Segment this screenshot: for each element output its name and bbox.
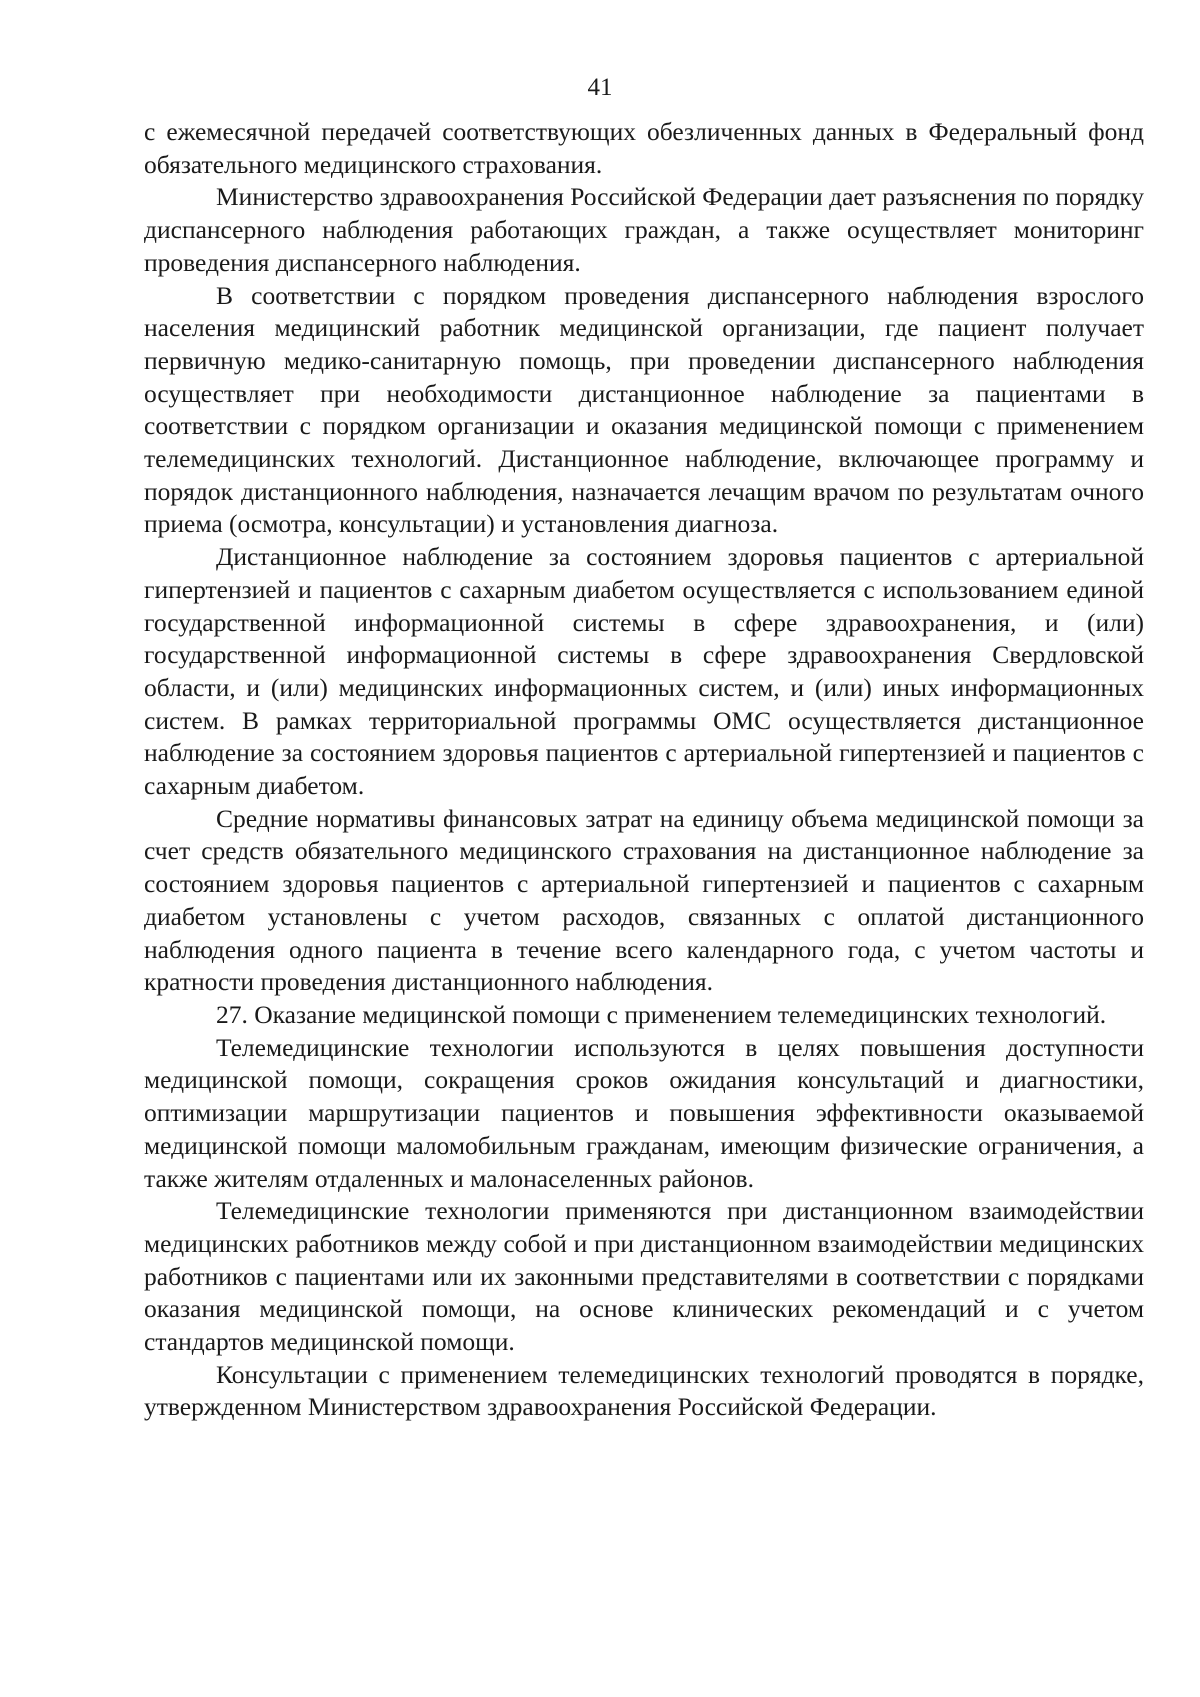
paragraph-telemedicine-consultations: Консультации с применением телемедицинских технологий проводятся в порядке, утвержденном Министерством здравоохранения Российской Федерации.	[144, 1359, 1144, 1422]
section-heading-27: 27. Оказание медицинской помощи с применением телемедицинских технологий.	[216, 999, 1107, 1029]
paragraph-remote-monitoring-procedure: В соответствии с порядком проведения диспансерного наблюдения взрослого населения медицинский работник медицинской организации, где пациент получает первичную медико-санитарную помощь, при проведении диспансерного наблюдения осуществляет при необходимости дистанционное наблюдение за пациентами в соответствии с порядком организации и оказания медицинской помощи с применением телемедицинских технологий. Дистанционное наблюдение, включающее программу и порядок дистанционного наблюдения, назначается лечащим врачом по результатам очного приема (осмотра, консультации) и установления диагноза.	[144, 280, 1144, 539]
paragraph-telemedicine-application: Телемедицинские технологии применяются при дистанционном взаимодействии медицинских работников между собой и при дистанционном взаимодействии медицинских работников с пациентами или их законными представителями в соответствии с порядками оказания медицинской помощи, на основе клинических рекомендаций и с учетом стандартов медицинской помощи.	[144, 1196, 1144, 1357]
paragraph-ministry-clarifications: Министерство здравоохранения Российской Федерации дает разъяснения по порядку диспансерного наблюдения работающих граждан, а также осуществляет мониторинг проведения диспансерного наблюдения.	[144, 182, 1144, 277]
paragraph-telemedicine-purpose: Телемедицинские технологии используются в целях повышения доступности медицинской помощи, сокращения сроков ожидания консультаций и диагностики, оптимизации маршрутизации пациентов и повышения эффективности оказываемой медицинской помощи маломобильным гражданам, имеющим физические ограничения, а также жителям отдаленных и малонаселенных районов.	[144, 1032, 1144, 1193]
paragraph-financial-standards: Средние нормативы финансовых затрат на единицу объема медицинской помощи за счет средств обязательного медицинского страхования на дистанционное наблюдение за состоянием здоровья пациентов с артериальной гипертензией и пациентов с сахарным диабетом установлены с учетом расходов, связанных с оплатой дистанционного наблюдения одного пациента в течение всего календарного года, с учетом частоты и кратности проведения дистанционного наблюдения.	[144, 803, 1144, 997]
document-body	[144, 116, 1144, 1424]
paragraph-continuation: с ежемесячной передачей соответствующих обезличенных данных в Федеральный фонд обязательного медицинского страхования.	[144, 117, 1144, 179]
paragraph-remote-monitoring-systems: Дистанционное наблюдение за состоянием здоровья пациентов с артериальной гипертензией и пациентов с сахарным диабетом осуществляется с использованием единой государственной информационной системы в сфере здравоохранения, и (или) государственной информационной системы в сфере здравоохранения Свердловской области, и (или) медицинских информационных систем, и (или) иных информационных систем. В рамках территориальной программы ОМС осуществляется дистанционное наблюдение за состоянием здоровья пациентов с артериальной гипертензией и пациентов с сахарным диабетом.	[144, 542, 1144, 801]
page-number: 41	[587, 74, 613, 101]
